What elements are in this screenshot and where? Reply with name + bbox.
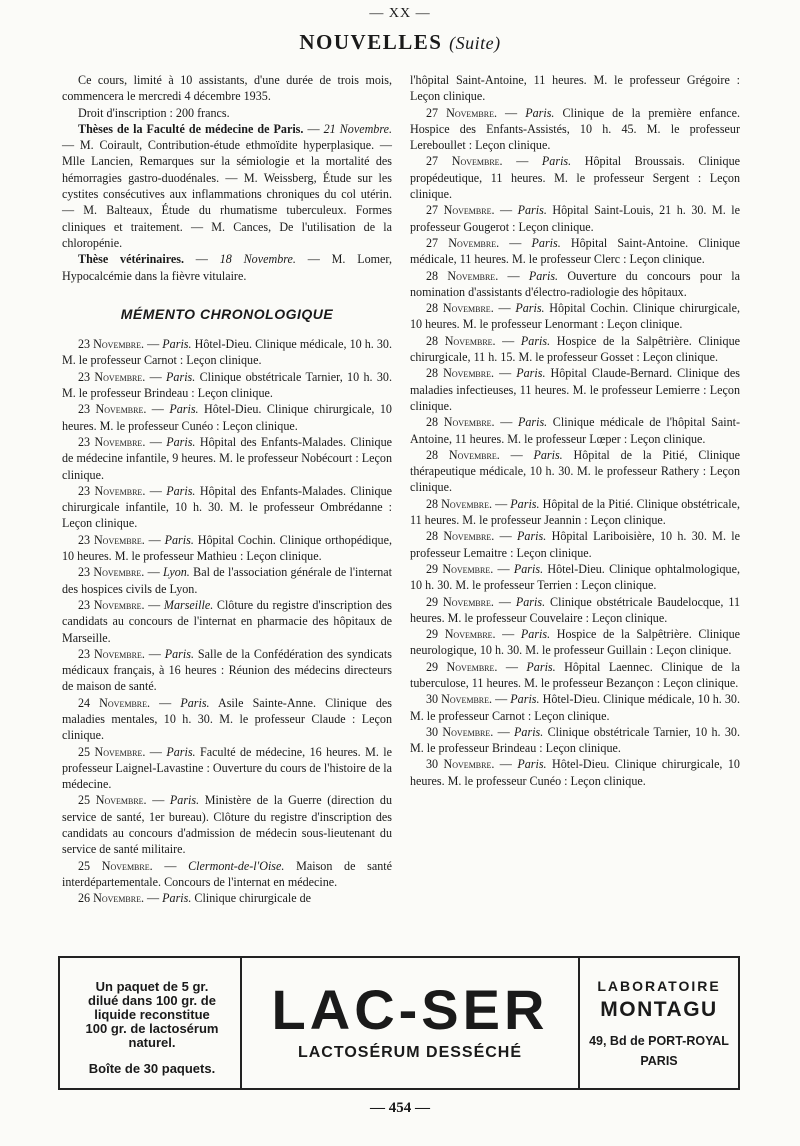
entry-text: Clinique chirurgicale de <box>194 891 312 906</box>
entry-place: Paris. <box>180 695 210 710</box>
ad-brand: LAC-SER <box>271 978 549 1041</box>
ad-line-1: Un paquet de 5 gr. <box>95 979 209 994</box>
entry-text: Clinique obstétricale Tarnier, 10 h. 30. M. le professeur Brindeau : Leçon clinique. <box>62 369 392 401</box>
memento-entry: 30 Novembre. — Paris. Clinique obstétricale Tarnier, 10 h. 30. M. le professeur Brindeau : Leçon clinique. <box>410 724 740 756</box>
entry-place: Paris. <box>169 793 200 808</box>
entry-date: 28 Novembre. <box>426 529 495 544</box>
entry-place: Marseille. <box>163 597 214 612</box>
entry-date: 29 Novembre. <box>426 561 494 576</box>
memento-entry: 26 Novembre. — Paris. Clinique chirurgicale de <box>78 891 312 906</box>
entry-place: Paris. <box>166 434 196 449</box>
entry-place: Paris. <box>515 594 546 609</box>
entry-date: 29 Novembre. <box>426 627 496 642</box>
memento-entry: 28 Novembre. — Paris. Hôpital Lariboisière, 10 h. 30. M. le professeur Lemaitre : Leçon clinique. <box>410 529 741 560</box>
entry-date: 28 Novembre. <box>426 366 495 381</box>
memento-entry: 28 Novembre. — Paris. Hospice de la Salpêtrière. Clinique chirurgicale, 11 h. 15. M. le professeur Gosset : Leçon clinique. <box>410 333 740 365</box>
memento-entry: 27 Novembre. — Paris. Clinique de la première enfance. Hospice des Enfants-Assistés, 10 h. 45. M. le professeur Lereboullet : Leçon clinique. <box>410 105 741 153</box>
entry-place: Paris. <box>525 105 555 120</box>
theses-medecine-date: 21 Novembre. <box>323 121 393 136</box>
title-suffix: (Suite) <box>449 33 501 53</box>
entry-place: Paris. <box>533 447 563 462</box>
entry-date: 25 Novembre. <box>78 858 153 873</box>
entry-date: 30 Novembre. <box>426 757 495 772</box>
memento-entry: 28 Novembre. — Paris. Hôpital Cochin. Clinique chirurgicale, 10 heures. M. le professeur Lenormant : Leçon clinique. <box>410 301 740 332</box>
memento-entry: 30 Novembre. — Paris. Hôtel-Dieu. Clinique chirurgicale, 10 heures. M. le professeur Cunéo : Leçon clinique. <box>410 757 740 788</box>
ad-city: PARIS <box>640 1054 678 1068</box>
entry-text: Hôpital Cochin. Clinique orthopédique, 10 heures. M. le professeur Mathieu : Leçon clinique. <box>62 532 392 564</box>
theses-medecine-body: — M. Coirault, Contribution-étude ethmoïdite hyperplasique. — Mlle Lancien, Remarques sur la sémiologie et la mortalité des hémorragies gastro-duodénales. — M. Weissberg, Étude sur les cystites consécutives aux inflammations chroniques du col utérin. — M. Balteaux, Étude du rhumatisme tuberculeux. Formes cliniques et traitement. — M. Cances, De l'utilisation de la chloropénie. <box>62 138 392 250</box>
these-veterinaire-date: 18 Novembre. <box>219 252 296 267</box>
entry-place: Paris. <box>517 415 548 430</box>
memento-entry: 28 Novembre. — Paris. Hôpital de la Pitié, Clinique thérapeutique médicale, 10 h. 30. M. le professeur Rathery : Leçon clinique. <box>410 447 740 495</box>
entry-date: 27 Novembre. <box>426 154 503 169</box>
entry-text: Clinique médicale de l'hôpital Saint-Antoine, 11 heures. M. le professeur Lœper : Leçon clinique. <box>410 415 741 446</box>
entry-text: Hôpital des Enfants-Malades. Clinique chirurgicale infantile, 10 h. 30. M. le professeur Ombrédanne : Leçon clinique. <box>62 483 393 531</box>
entry-text: Bal de l'association générale de l'internat des hospices civils de Lyon. <box>62 565 392 596</box>
entry-text: Clinique obstétricale Tarnier, 10 h. 30. M. le professeur Brindeau : Leçon clinique. <box>410 724 740 756</box>
left-column <box>62 72 392 907</box>
advertisement <box>58 956 740 1090</box>
entry-place: Paris. <box>520 333 551 348</box>
memento-entry: 27 Novembre. — Paris. Hôpital Saint-Louis, 21 h. 30. M. le professeur Gougerot : Leçon clinique. <box>410 203 740 234</box>
right-column <box>410 72 740 789</box>
memento-entry: 29 Novembre. — Paris. Clinique obstétricale Baudelocque, 11 heures. M. le professeur Couvelaire : Leçon clinique. <box>410 594 741 625</box>
entry-place: Paris. <box>517 529 547 544</box>
ad-line-3: liquide reconstitue <box>94 1007 210 1022</box>
entry-place: Paris. <box>526 659 556 674</box>
page-roman-number: — XX — <box>369 6 431 21</box>
these-veterinaire: Thèse vétérinaires. — 18 Novembre. — M. Lomer, Hypocalcémie dans la fièvre vitulaire. <box>62 252 392 283</box>
entry-date: 23 Novembre. <box>78 434 146 449</box>
entry-date: 23 Novembre. <box>78 532 145 547</box>
entry-text: Hôpital Saint-Louis, 21 h. 30. M. le professeur Gougerot : Leçon clinique. <box>410 203 740 234</box>
entry-date: 23 Novembre. <box>78 483 146 498</box>
entry-date: 29 Novembre. <box>426 594 494 609</box>
ad-line-2: dilué dans 100 gr. de <box>88 993 216 1008</box>
entry-date: 28 Novembre. <box>426 415 495 430</box>
entry-text: Hôtel-Dieu. Clinique médicale, 10 h. 30. M. le professeur Carnot : Leçon clinique. <box>62 337 393 368</box>
memento-entry: 23 Novembre. — Paris. Hôpital des Enfants-Malades. Clinique chirurgicale infantile, 10 h. 30. M. le professeur Ombrédanne : Leçon clinique. <box>62 483 393 531</box>
entry-date: 30 Novembre. <box>426 692 493 707</box>
entry-text: Hôpital Cochin. Clinique chirurgicale, 10 heures. M. le professeur Lenormant : Leçon clinique. <box>410 301 740 332</box>
entry-date: 30 Novembre. <box>426 724 494 739</box>
theses-medecine-heading: Thèses de la Faculté de médecine de Paris. <box>78 121 304 136</box>
entry-text: Hôpital de la Pitié, Clinique thérapeutique médicale, 10 h. 30. M. le professeur Rathery : Leçon clinique. <box>410 447 740 495</box>
entry-date: 29 Novembre. <box>426 659 498 674</box>
entry-place: Paris. <box>169 402 199 417</box>
ad-brand-subtitle: LACTOSÉRUM DESSÉCHÉ <box>297 1044 523 1061</box>
memento-entry: 28 Novembre. — Paris. Hôpital Claude-Bernard. Clinique des maladies infectieuses, 11 heures. M. le professeur Lemierre : Leçon clinique. <box>410 366 740 413</box>
title-text: NOUVELLES <box>299 30 443 54</box>
entry-place: Paris. <box>514 724 544 739</box>
entry-date: 23 Novembre. <box>78 646 145 661</box>
entry-place: Paris. <box>166 369 196 384</box>
memento-entry: 23 Novembre. — Paris. Hôpital des Enfants-Malades. Clinique de médecine infantile, 9 heures. M. le professeur Nobécourt : Leçon clinique. <box>62 434 393 482</box>
entry-date: 23 Novembre. <box>78 369 146 384</box>
entry-date: 26 Novembre. <box>78 891 144 906</box>
entry-date: 25 Novembre. <box>78 744 146 759</box>
entry-place: Paris. <box>513 561 544 576</box>
entry-date: 23 Novembre. <box>78 597 145 612</box>
ad-laboratoire: LABORATOIRE <box>597 978 721 994</box>
memento-entry: 23 Novembre. — Paris. Hôtel-Dieu. Clinique médicale, 10 h. 30. M. le professeur Carnot : Leçon clinique. <box>62 337 393 368</box>
entry-date: 28 Novembre. <box>426 333 496 348</box>
entry-text: Hôpital des Enfants-Malades. Clinique de médecine infantile, 9 heures. M. le professeur Nobécourt : Leçon clinique. <box>62 434 393 482</box>
memento-entry: 24 Novembre. — Paris. Asile Sainte-Anne. Clinique des maladies mentales, 10 h. 30. M. le professeur Claude : Leçon clinique. <box>62 695 392 743</box>
entry-text: Hôpital Saint-Antoine. Clinique médicale, 11 heures. M. le professeur Clerc : Leçon clinique. <box>410 235 741 267</box>
entry-text: Hospice de la Salpêtrière. Clinique chirurgicale, 11 h. 15. M. le professeur Gosset : Leçon clinique. <box>410 333 740 365</box>
entry-text: Hôpital Claude-Bernard. Clinique des maladies infectieuses, 11 heures. M. le professeur Lemierre : Leçon clinique. <box>410 366 740 413</box>
entry-place: Paris. <box>517 757 547 772</box>
ad-line-5: naturel. <box>128 1035 176 1050</box>
memento-entry: 23 Novembre. — Paris. Hôtel-Dieu. Clinique chirurgicale, 10 heures. M. le professeur Cunéo : Leçon clinique. <box>62 402 392 433</box>
entry-text: Clinique de la première enfance. Hospice des Enfants-Assistés, 10 h. 45. M. le professeur Lereboullet : Leçon clinique. <box>410 105 741 153</box>
these-veterinaire-heading: Thèse vétérinaires. <box>78 252 184 267</box>
entry-date: 27 Novembre. <box>426 235 500 250</box>
entry-text: Hôtel-Dieu. Clinique ophtalmologique, 10 h. 30. M. le professeur Terrien : Leçon clinique. <box>410 561 740 593</box>
memento-entry: 27 Novembre. — Paris. Hôpital Broussais. Clinique propédeutique, 11 heures. M. le professeur Sergent : Leçon clinique. <box>410 154 740 202</box>
entry-place: Paris. <box>162 891 192 906</box>
theses-medecine: Thèses de la Faculté de médecine de Paris. — 21 Novembre. — M. Coirault, Contribution-étude ethmoïdite hyperplasique. — Mlle Lancien, Remarques sur la sémiologie et la mortalité des hémorragies gastro-duodénales. — M. Weissberg, Étude sur les cystites consécutives aux inflammations chroniques du col utérin. — M. Balteaux, Étude du rhumatisme tuberculeux. Formes cliniques et traitement. — M. Cances, De l'utilisation de la chloropénie. <box>62 121 393 250</box>
entry-text: Hôpital Lariboisière, 10 h. 30. M. le professeur Lemaitre : Leçon clinique. <box>410 529 741 560</box>
memento-entry: 29 Novembre. — Paris. Hospice de la Salpêtrière. Clinique neurologique, 10 h. 30. M. le professeur Guillain : Leçon clinique. <box>410 627 740 658</box>
ad-center-panel <box>240 958 580 1088</box>
entry-place: Paris. <box>510 496 540 511</box>
entry-place: Lyon. <box>162 565 190 580</box>
entry-place: Paris. <box>515 301 545 316</box>
entry-place: Paris. <box>164 532 194 547</box>
ad-line-4: 100 gr. de lactosérum <box>85 1021 219 1036</box>
page-number: — 454 — <box>370 1100 430 1116</box>
ad-address: 49, Bd de PORT-ROYAL <box>589 1034 729 1048</box>
entry-place: Paris. <box>528 268 559 283</box>
entry-place: Paris. <box>520 627 551 642</box>
entry-place: Paris. <box>164 646 194 661</box>
memento-entry: 25 Novembre. — Paris. Faculté de médecine, 16 heures. M. le professeur Laignel-Lavastine : Ouverture du cours de l'histoire de la médecine. <box>62 744 392 792</box>
entry-text: Faculté de médecine, 16 heures. M. le professeur Laignel-Lavastine : Ouverture du cours de l'histoire de la médecine. <box>62 744 392 792</box>
memento-entry: 25 Novembre. — Clermont-de-l'Oise. Maison de santé interdépartementale. Concours de l'internat en médecine. <box>62 858 392 889</box>
entry-place: Paris. <box>541 154 572 169</box>
entry-place: Clermont-de-l'Oise. <box>188 858 285 873</box>
entry-text: Clôture du registre d'inscription des candidats au concours de l'internat en pharmacie des hôpitaux de Marseille. <box>62 597 392 645</box>
entry-text: Maison de santé interdépartementale. Concours de l'internat en médecine. <box>62 858 392 889</box>
entry-date: 24 Novembre. <box>78 695 151 710</box>
page-title <box>0 30 800 55</box>
entry-place: Paris. <box>166 483 196 498</box>
entry-date: 23 Novembre. <box>78 402 147 417</box>
entry-text: Hôtel-Dieu. Clinique médicale, 10 h. 30. M. le professeur Carnot : Leçon clinique. <box>410 692 741 723</box>
memento-entry: 27 Novembre. — Paris. Hôpital Saint-Antoine. Clinique médicale, 11 heures. M. le professeur Clerc : Leçon clinique. <box>410 235 741 267</box>
entry-text: Hôpital de la Pitié. Clinique obstétricale, 11 heures. M. le professeur Jeannin : Leçon clinique. <box>410 496 741 528</box>
memento-entry: 29 Novembre. — Paris. Hôtel-Dieu. Clinique ophtalmologique, 10 h. 30. M. le professeur Terrien : Leçon clinique. <box>410 561 740 593</box>
ad-montagu: MONTAGU <box>600 998 718 1021</box>
entry-place: Paris. <box>166 744 196 759</box>
left-entries-list <box>62 336 392 906</box>
entry-date: 27 Novembre. <box>426 105 498 120</box>
entry-date: 25 Novembre. <box>78 793 147 808</box>
ad-left-panel <box>72 980 232 1076</box>
memento-entry: 23 Novembre. — Marseille. Clôture du registre d'inscription des candidats au concours de l'internat en pharmacie des hôpitaux de Marseille. <box>62 597 392 645</box>
paragraph-course: Ce cours, limité à 10 assistants, d'une durée de trois mois, commencera le mercredi 4 décembre 1935. <box>62 73 392 104</box>
continuation-text: l'hôpital Saint-Antoine, 11 heures. M. le professeur Grégoire : Leçon clinique. <box>410 73 740 104</box>
entry-place: Paris. <box>516 366 546 381</box>
memento-entry: 28 Novembre. — Paris. Hôpital de la Pitié. Clinique obstétricale, 11 heures. M. le professeur Jeannin : Leçon clinique. <box>410 496 741 528</box>
memento-entry: 23 Novembre. — Paris. Clinique obstétricale Tarnier, 10 h. 30. M. le professeur Brindeau : Leçon clinique. <box>62 369 392 401</box>
entry-place: Paris. <box>517 203 547 218</box>
memento-entry: 28 Novembre. — Paris. Ouverture du concours pour la nomination d'assistants d'électro-radiologie des hôpitaux. <box>410 268 741 299</box>
entry-date: 23 Novembre. <box>78 337 145 352</box>
memento-entry: 23 Novembre. — Lyon. Bal de l'association générale de l'internat des hospices civils de Lyon. <box>62 565 392 596</box>
entry-text: Hôtel-Dieu. Clinique chirurgicale, 10 heures. M. le professeur Cunéo : Leçon clinique. <box>62 402 392 433</box>
entry-place: Paris. <box>531 235 561 250</box>
these-veterinaire-body: — M. Lomer, Hypocalcémie dans la fièvre vitulaire. <box>62 252 392 283</box>
entry-text: Clinique obstétricale Baudelocque, 11 heures. M. le professeur Couvelaire : Leçon clinique. <box>410 594 741 625</box>
entry-text: Salle de la Confédération des syndicats médicaux français, à 16 heures : Réunion des médecins directeurs de maison de santé. <box>62 646 392 694</box>
memento-entry: 25 Novembre. — Paris. Ministère de la Guerre (direction du service de santé, 1er bureau). Clôture du registre d'inscription des candidats au concours d'admission de médecin sous-lieutenant du service de santé militaire. <box>62 793 392 857</box>
memento-entry: 23 Novembre. — Paris. Salle de la Confédération des syndicats médicaux français, à 16 heures : Réunion des médecins directeurs de maison de santé. <box>62 646 392 694</box>
entry-date: 28 Novembre. <box>426 496 493 511</box>
entry-date: 27 Novembre. <box>426 203 495 218</box>
entry-text: Hôpital Laennec. Clinique de la tuberculose, 11 heures. M. le professeur Bezançon : Leçon clinique. <box>410 659 740 690</box>
memento-entry: 30 Novembre. — Paris. Hôtel-Dieu. Clinique médicale, 10 h. 30. M. le professeur Carnot : Leçon clinique. <box>410 692 741 723</box>
right-entries-list <box>410 105 740 789</box>
entry-date: 23 Novembre. <box>78 565 145 580</box>
entry-text: Ouverture du concours pour la nomination d'assistants d'électro-radiologie des hôpitaux. <box>410 268 741 299</box>
memento-entry: 28 Novembre. — Paris. Clinique médicale de l'hôpital Saint-Antoine, 11 heures. M. le professeur Lœper : Leçon clinique. <box>410 415 741 446</box>
memento-entry: 29 Novembre. — Paris. Hôpital Laennec. Clinique de la tuberculose, 11 heures. M. le professeur Bezançon : Leçon clinique. <box>410 659 740 690</box>
memento-entry: 23 Novembre. — Paris. Hôpital Cochin. Clinique orthopédique, 10 heures. M. le professeur Mathieu : Leçon clinique. <box>62 532 392 564</box>
entry-date: 28 Novembre. <box>426 447 500 462</box>
entry-place: Paris. <box>162 337 192 352</box>
entry-date: 28 Novembre. <box>426 301 494 316</box>
entry-text: Hospice de la Salpêtrière. Clinique neurologique, 10 h. 30. M. le professeur Guillain : Leçon clinique. <box>410 627 740 658</box>
entry-text: Ministère de la Guerre (direction du service de santé, 1er bureau). Clôture du registre d'inscription des candidats au concours d'admission de médecin sous-lieutenant du service de santé militaire. <box>62 793 392 857</box>
memento-heading: MÉMENTO CHRONOLOGIQUE <box>120 305 334 322</box>
entry-place: Paris. <box>510 692 540 707</box>
ad-box-text: Boîte de 30 paquets. <box>88 1061 216 1076</box>
entry-text: Hôtel-Dieu. Clinique chirurgicale, 10 heures. M. le professeur Cunéo : Leçon clinique. <box>410 757 740 788</box>
ad-right-panel <box>580 978 738 1068</box>
entry-text: Hôpital Broussais. Clinique propédeutique, 11 heures. M. le professeur Sergent : Leçon clinique. <box>410 154 740 202</box>
paragraph-fee: Droit d'inscription : 200 francs. <box>78 105 230 120</box>
entry-date: 28 Novembre. <box>426 268 499 283</box>
entry-text: Asile Sainte-Anne. Clinique des maladies mentales, 10 h. 30. M. le professeur Claude : Leçon clinique. <box>62 695 392 743</box>
